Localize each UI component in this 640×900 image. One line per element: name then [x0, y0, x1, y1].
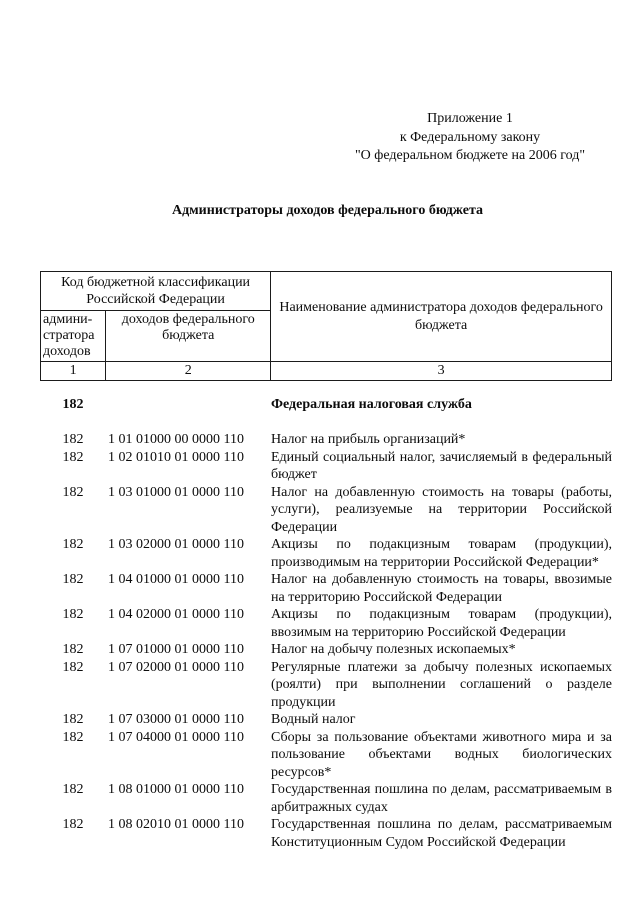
appendix-line-3: "О федеральном бюджете на 2006 год" — [354, 148, 586, 163]
revenue-name-cell: Единый социальный налог, зачисляемый в федеральный бюджет — [271, 449, 612, 482]
column-number-1: 1 — [41, 362, 106, 381]
income-column-header-cell: доходов федерального бюджета — [106, 311, 271, 362]
header-row-numbers — [41, 362, 612, 381]
revenue-name-cell: Государственная пошлина по делам, рассматриваемым Конституционным Судом Российской Федерации — [271, 817, 612, 850]
admin-code-cell: 182 — [62, 712, 84, 727]
appendix-line-1: Приложение 1 — [427, 111, 513, 126]
budget-code-cell: 1 08 01000 01 0000 110 — [108, 782, 244, 797]
table-row — [40, 659, 613, 712]
admin-code-cell: 182 — [62, 782, 84, 797]
appendix-line-2: к Федеральному закону — [399, 129, 541, 145]
revenue-name-cell: Налог на добавленную стоимость на товары (работы, услуги), реализуемые на территории Российской Федерации — [271, 484, 612, 535]
table-row — [40, 431, 613, 449]
admin-code-cell: 182 — [62, 642, 84, 657]
budget-code-cell: 1 04 02000 01 0000 110 — [108, 607, 244, 622]
revenue-name-cell: Регулярные платежи за добычу полезных ископаемых (роялти) при выполнении соглашений о разделе продукции — [271, 659, 612, 710]
revenue-name-cell: Государственная пошлина по делам, рассматриваемым в арбитражных судах — [271, 782, 612, 815]
budget-code-cell: 1 07 01000 01 0000 110 — [108, 642, 244, 657]
revenue-name-cell: Акцизы по подакцизным товарам (продукции), ввозимым на территорию Российской Федерации — [271, 607, 612, 640]
section-header-row — [40, 396, 613, 414]
table-row — [40, 571, 613, 606]
admin-column-header-cell: админи-стратора доходов — [41, 311, 106, 362]
name-column-header-cell: Наименование администратора доходов федерального бюджета — [271, 272, 612, 362]
revenue-name-cell: Налог на добычу полезных ископаемых* — [271, 642, 516, 657]
table-row — [40, 641, 613, 659]
admin-code-cell: 182 — [62, 537, 84, 552]
section-admin-code: 182 — [62, 397, 84, 412]
admin-code-cell: 182 — [62, 607, 84, 622]
table-row — [40, 729, 613, 782]
revenue-name-cell: Акцизы по подакцизным товарам (продукции), производимым на территории Российской Федерации* — [271, 537, 612, 570]
admin-code-cell: 182 — [62, 659, 84, 675]
budget-code-cell: 1 02 01010 01 0000 110 — [108, 449, 244, 465]
budget-code-cell: 1 04 01000 01 0000 110 — [108, 572, 244, 587]
header-row-group — [41, 272, 612, 311]
code-group-header-cell: Код бюджетной классификации Российской Федерации — [41, 272, 271, 311]
admin-code-cell: 182 — [62, 817, 84, 832]
budget-code-cell: 1 08 02010 01 0000 110 — [108, 817, 244, 832]
table-row — [40, 781, 613, 816]
admin-code-cell: 182 — [62, 449, 84, 465]
budget-code-cell: 1 03 01000 01 0000 110 — [108, 484, 244, 500]
revenue-name-cell: Сборы за пользование объектами животного мира и за пользование объектами водных биологических ресурсов* — [271, 729, 612, 780]
table-row — [40, 816, 613, 851]
budget-code-cell: 1 01 01000 00 0000 110 — [108, 432, 244, 447]
table-row — [40, 449, 613, 484]
table-body — [40, 396, 613, 851]
document-title: Администраторы доходов федерального бюджета — [171, 203, 484, 218]
column-number-2: 2 — [106, 362, 271, 381]
appendix-block — [300, 110, 640, 166]
budget-code-cell: 1 07 03000 01 0000 110 — [108, 712, 244, 727]
admin-code-cell: 182 — [62, 484, 84, 500]
section-title: Федеральная налоговая служба — [271, 397, 472, 412]
budget-code-cell: 1 07 04000 01 0000 110 — [108, 729, 244, 745]
admin-code-cell: 182 — [62, 572, 84, 587]
table-row — [40, 536, 613, 571]
revenue-name-cell: Налог на добавленную стоимость на товары, ввозимые на территорию Российской Федерации — [271, 572, 612, 605]
revenue-name-cell: Водный налог — [271, 712, 356, 727]
table-row — [40, 606, 613, 641]
table-row — [40, 484, 613, 537]
table-row — [40, 711, 613, 729]
admin-code-cell: 182 — [62, 432, 84, 447]
budget-code-cell: 1 07 02000 01 0000 110 — [108, 659, 244, 675]
admin-code-cell: 182 — [62, 729, 84, 745]
revenue-name-cell: Налог на прибыль организаций* — [271, 432, 466, 447]
classification-table-header — [40, 271, 612, 381]
column-number-3: 3 — [271, 362, 612, 381]
budget-code-cell: 1 03 02000 01 0000 110 — [108, 537, 244, 552]
